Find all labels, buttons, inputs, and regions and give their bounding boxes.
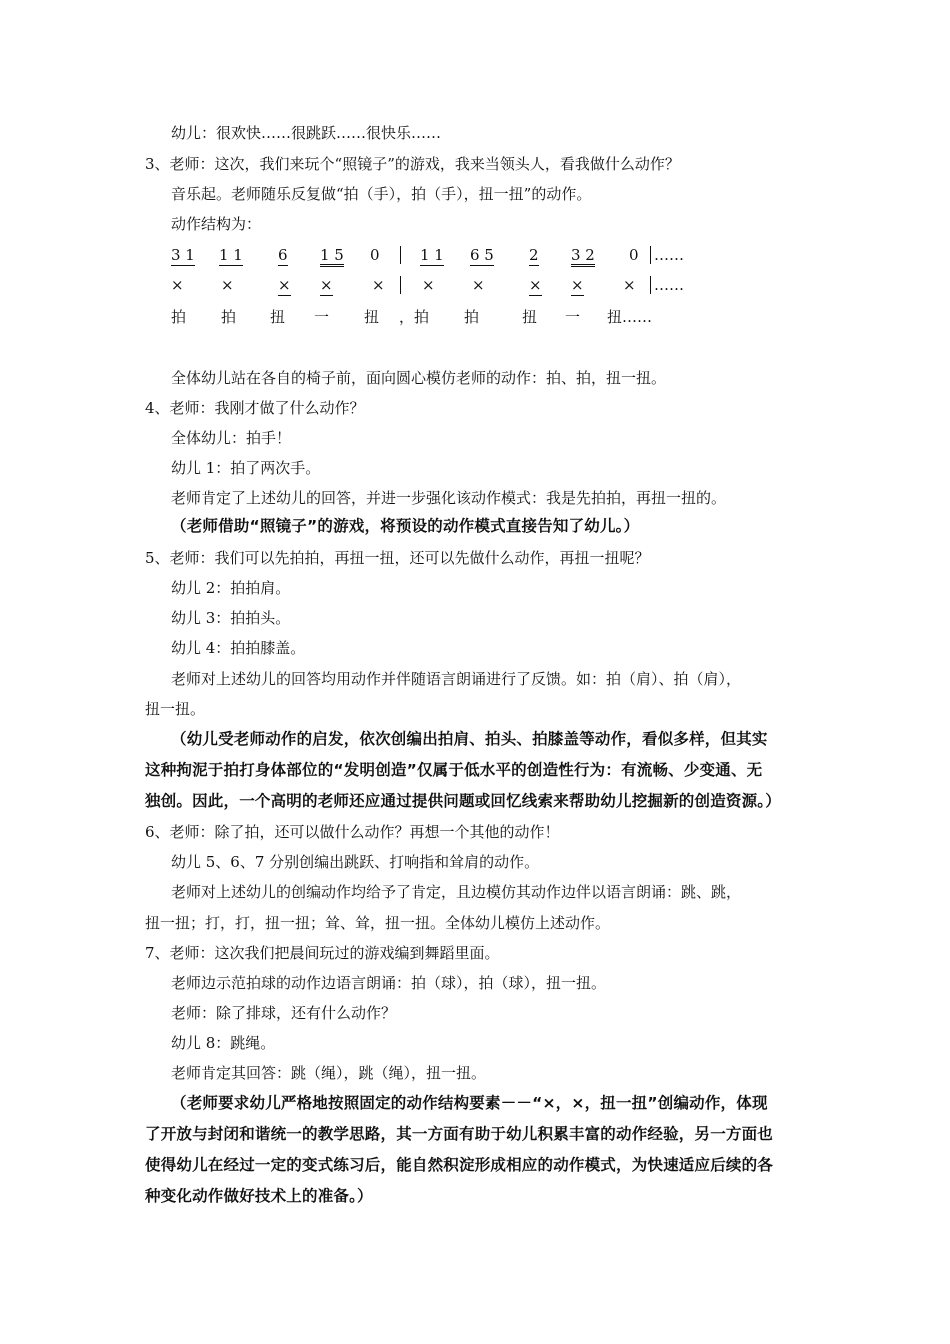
note-group: 1 1 — [420, 246, 444, 264]
step-6-line: 6、老师：除了拍，还可以做什么动作？再想一个其他的动作！ — [145, 823, 560, 841]
action-word: 一 — [314, 308, 330, 326]
step-5-line: 5、老师：我们可以先拍拍，再扭一扭，还可以先做什么动作，再扭一扭呢？ — [145, 549, 650, 567]
step-7-line: 7、老师：这次我们把晨间玩过的游戏编到舞蹈里面。 — [145, 944, 500, 962]
paragraph-line: 老师肯定其回答：跳（绳），跳（绳），扭一扭。 — [171, 1064, 487, 1082]
paragraph-line: 老师对上述幼儿的回答均用动作并伴随语言朗诵进行了反馈。如：拍（肩）、拍（肩）， — [171, 670, 742, 688]
beat-mark: × — [422, 276, 435, 294]
step-4-line: 4、老师：我刚才做了什么动作？ — [145, 399, 365, 417]
paragraph-line: 全体幼儿站在各自的椅子前，面向圆心模仿老师的动作：拍、拍，扭一扭。 — [171, 369, 667, 387]
commentary-line: （老师要求幼儿严格地按照固定的动作结构要素－－“×，×，扭一扭”创编动作，体现 — [171, 1094, 768, 1112]
note-group: 6 — [278, 246, 288, 264]
paragraph-line: 音乐起。老师随乐反复做“拍（手），拍（手），扭一扭”的动作。 — [171, 185, 592, 203]
rest-note: 0 — [629, 246, 639, 264]
beat-mark: × — [221, 276, 234, 294]
note-group: 1 1 — [219, 246, 243, 264]
dialogue-line: 幼儿 3：拍拍头。 — [171, 609, 291, 627]
dialogue-line: 幼儿 1：拍了两次手。 — [171, 459, 321, 477]
bar-line — [400, 246, 401, 264]
rhythm-words-row — [171, 306, 691, 328]
note-group: 3 1 — [171, 246, 195, 264]
dialogue-line: 幼儿 2：拍拍肩。 — [171, 579, 291, 597]
note-group: 2 — [529, 246, 539, 264]
beat-mark: × — [529, 276, 542, 294]
action-word: 扭 — [270, 308, 286, 326]
bar-line — [650, 276, 651, 294]
action-word: 扭 — [522, 308, 538, 326]
commentary-line: 了开放与封闭和谐统一的教学思路，其一方面有助于幼儿积累丰富的动作经验，另一方面也 — [145, 1125, 774, 1143]
commentary-line: 使得幼儿在经过一定的变式练习后，能自然积淀形成相应的动作模式，为快速适应后续的各 — [145, 1156, 774, 1174]
note-group: 3 2 — [571, 246, 595, 267]
commentary-line: 种变化动作做好技术上的准备。） — [145, 1187, 373, 1205]
action-word: 拍 — [464, 308, 480, 326]
rhythm-marks-row — [171, 276, 691, 298]
beat-mark: × — [372, 276, 385, 294]
beat-mark: × — [171, 276, 184, 294]
paragraph-line: 老师边示范拍球的动作边语言朗诵：拍（球），拍（球），扭一扭。 — [171, 974, 607, 992]
action-word: 一 — [565, 308, 581, 326]
commentary-line: 这种拘泥于拍打身体部位的“发明创造”仅属于低水平的创造性行为：有流畅、少变通、无 — [145, 761, 763, 779]
dialogue-line: 幼儿 8：跳绳。 — [171, 1034, 276, 1052]
beat-mark: × — [472, 276, 485, 294]
paragraph-line: 扭一扭。 — [145, 700, 206, 718]
continuation-mark: …… — [654, 246, 684, 264]
paragraph-line: 老师对上述幼儿的创编动作均给予了肯定，且边模仿其动作边伴以语言朗诵：跳、跳， — [171, 883, 742, 901]
continuation-mark: …… — [654, 276, 684, 294]
commentary-line: （老师借助“照镜子”的游戏，将预设的动作模式直接告知了幼儿。） — [171, 517, 640, 535]
commentary-line: （幼儿受老师动作的启发，依次创编出拍肩、拍头、拍膝盖等动作，看似多样，但其实 — [171, 730, 768, 748]
paragraph-line: 扭一扭；打，打，扭一扭；耸、耸，扭一扭。全体幼儿模仿上述动作。 — [145, 914, 611, 932]
beat-mark: × — [623, 276, 636, 294]
dialogue-line: 幼儿 4：拍拍膝盖。 — [171, 639, 306, 657]
action-word: 扭 — [364, 308, 380, 326]
action-word: 拍 — [221, 308, 237, 326]
rest-note: 0 — [370, 246, 380, 264]
beat-mark: × — [571, 276, 584, 294]
paragraph-line: 老师肯定了上述幼儿的回答，并进一步强化该动作模式：我是先拍拍，再扭一扭的。 — [171, 489, 727, 507]
bar-line — [400, 276, 401, 294]
beat-mark: × — [320, 276, 333, 294]
commentary-line: 独创。因此，一个高明的老师还应通过提供问题或回忆线索来帮助幼儿挖掘新的创造资源。） — [145, 792, 781, 810]
beat-mark: × — [278, 276, 291, 294]
action-word: 扭…… — [607, 308, 653, 326]
action-word: ，拍 — [399, 308, 430, 326]
step-3-line: 3、老师：这次，我们来玩个“照镜子”的游戏，我来当领头人，看我做什么动作？ — [145, 155, 680, 173]
dialogue-line: 幼儿：很欢快……很跳跃……很快乐…… — [171, 124, 442, 142]
note-group: 1 5 — [320, 246, 344, 267]
note-group: 6 5 — [470, 246, 494, 264]
dialogue-line: 老师：除了排球，还有什么动作？ — [171, 1004, 397, 1022]
action-word: 拍 — [171, 308, 187, 326]
rhythm-numbers-row — [171, 246, 691, 268]
paragraph-line: 幼儿 5、6、7 分别创编出跳跃、打响指和耸肩的动作。 — [171, 853, 540, 871]
paragraph-line: 动作结构为： — [171, 215, 262, 233]
dialogue-line: 全体幼儿：拍手！ — [171, 429, 292, 447]
bar-line — [650, 246, 651, 264]
